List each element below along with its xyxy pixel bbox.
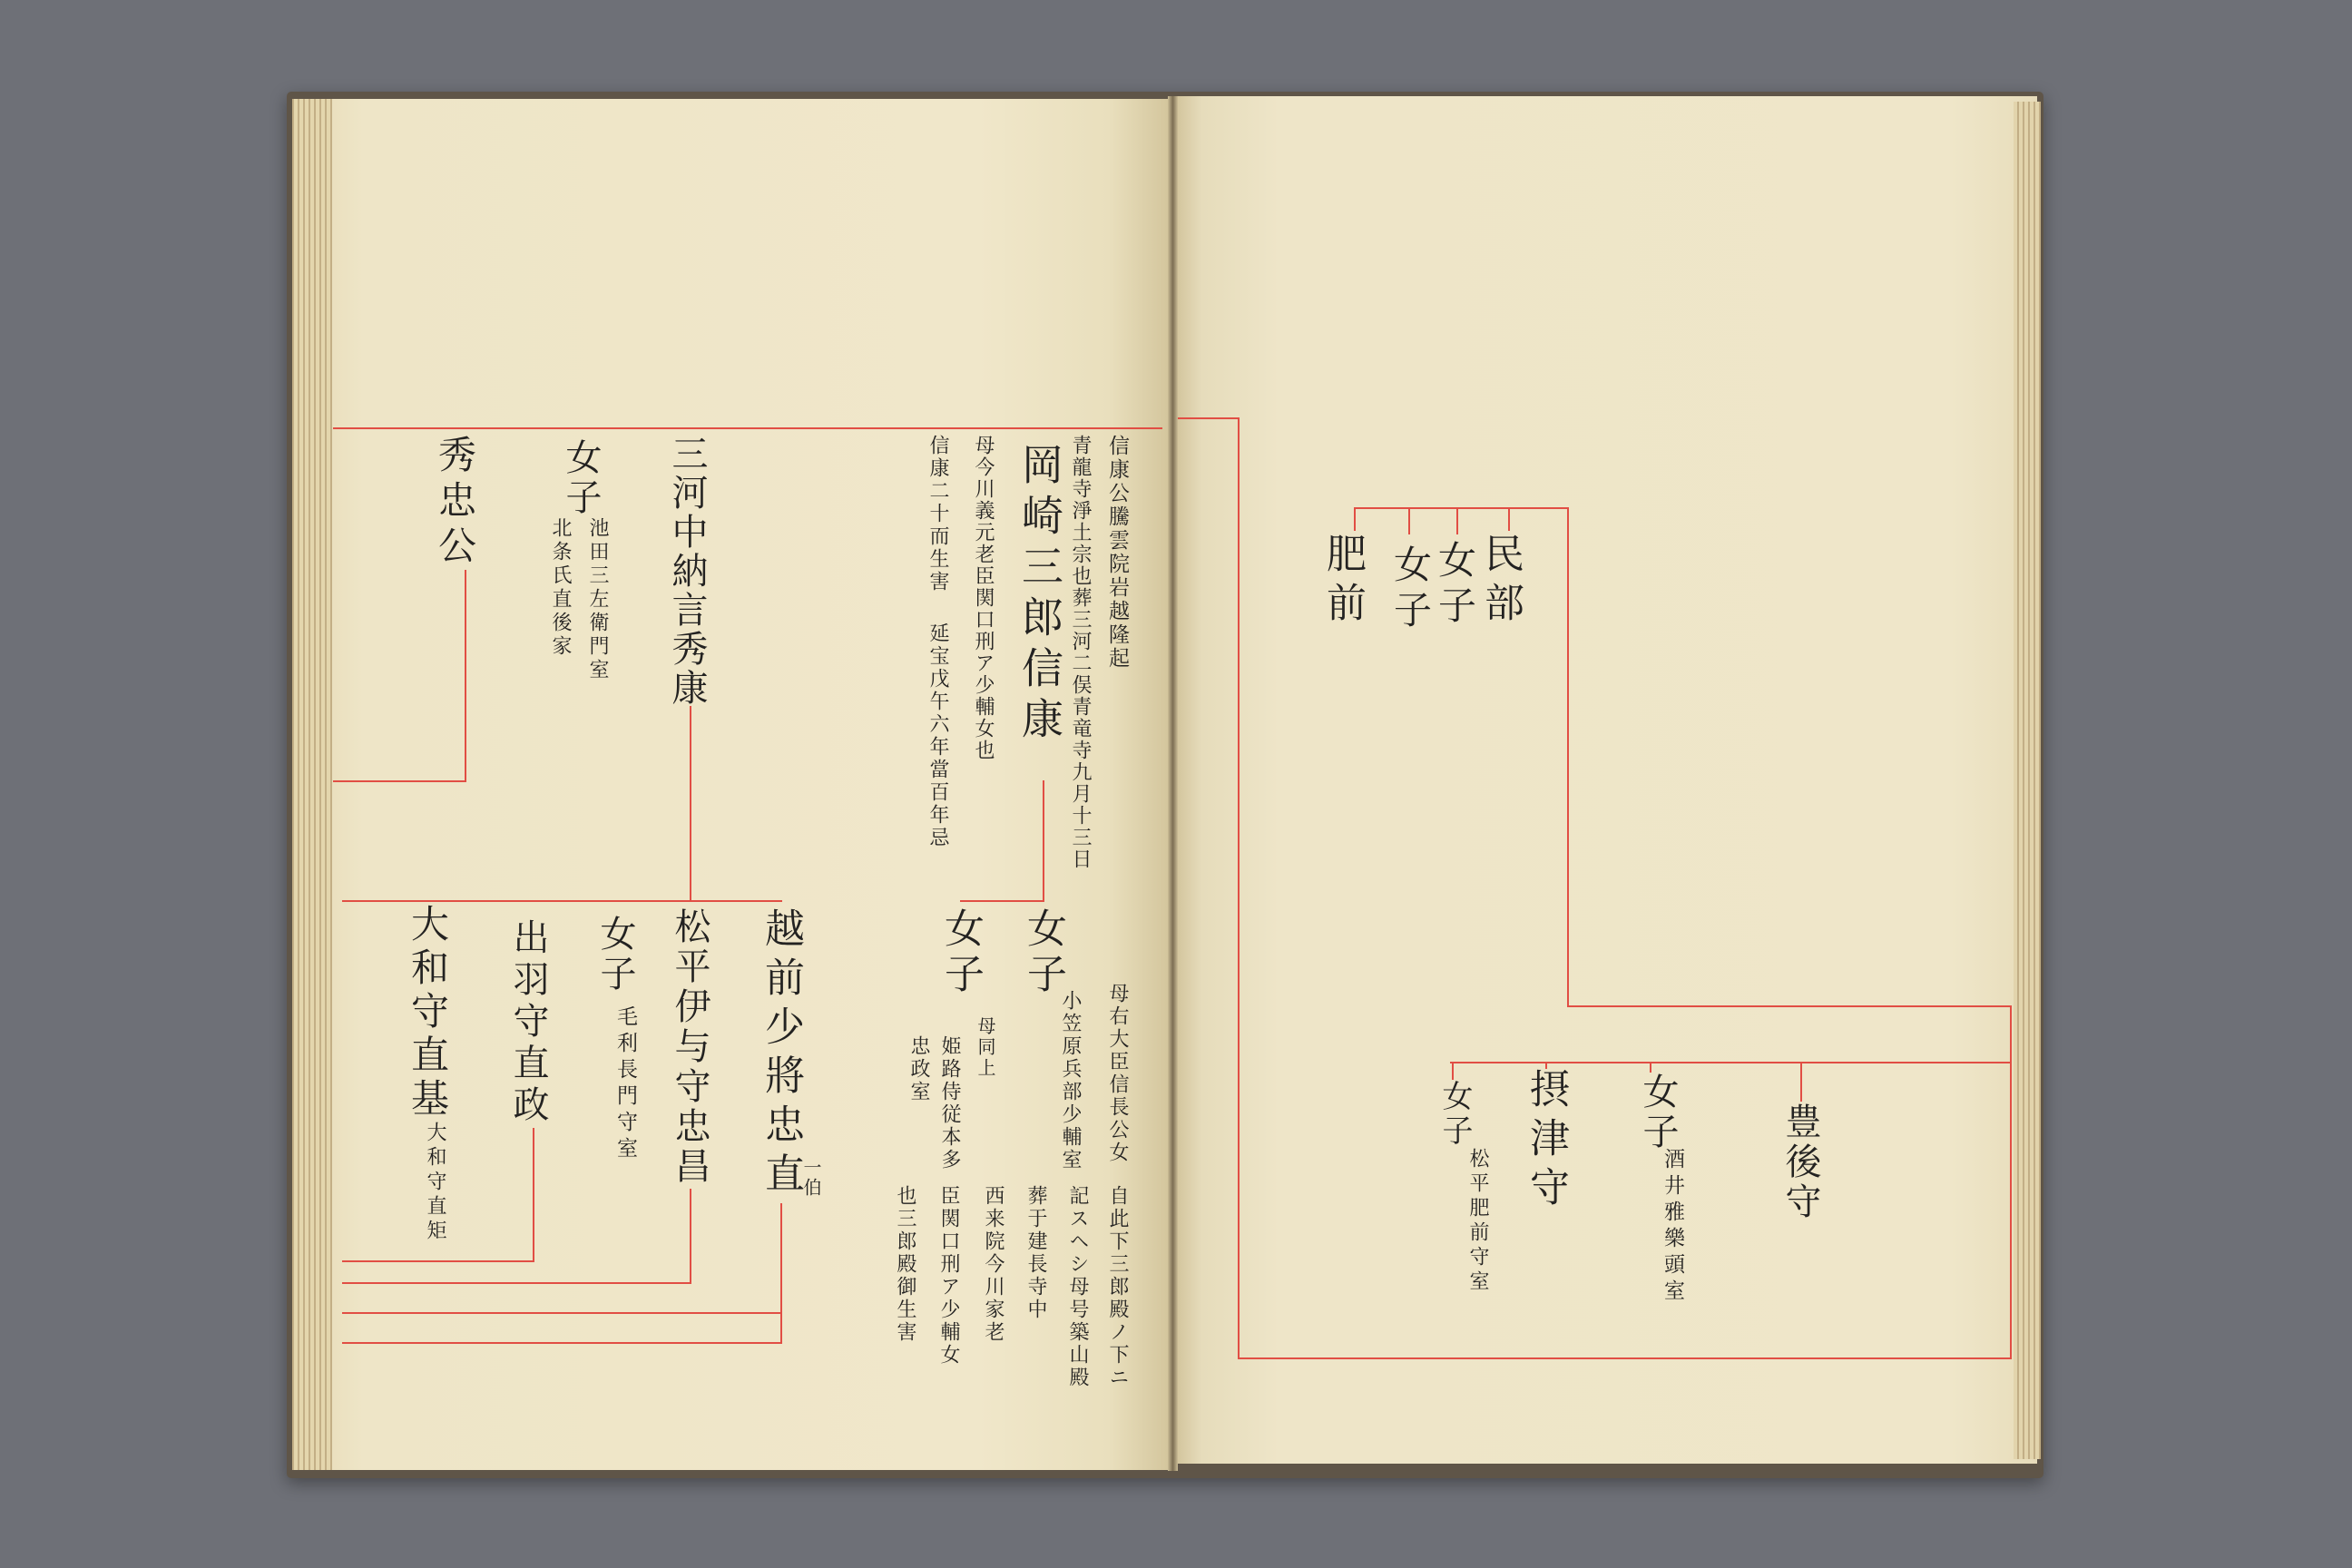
burial-note-line: 葬于建長寺中 <box>1024 1185 1047 1321</box>
nobuyasu-mother-note: 母今川義元老臣関口刑ア少輔女也 <box>972 435 995 761</box>
lineage-line <box>780 1203 782 1344</box>
right-daughter-2-note: 松平肥前守室 <box>1466 1148 1489 1295</box>
daughter-note: 北条氏直後家 <box>549 517 572 659</box>
left-page-edges <box>292 99 332 1470</box>
lineage-line <box>333 427 1162 429</box>
lineage-line <box>465 570 466 780</box>
lineage-line <box>1043 780 1044 902</box>
tadanao-note: 一伯 <box>800 1158 822 1198</box>
right-daughter-1-note: 酒井雅樂頭室 <box>1661 1148 1684 1306</box>
hideyasu-daughter-name: 女子 <box>594 915 636 995</box>
right-page-edges <box>2014 102 2041 1459</box>
lineage-line <box>1456 507 1458 534</box>
burial-note-line: 臣関口刑ア少輔女 <box>937 1185 960 1367</box>
lineage-line <box>1238 1357 2012 1359</box>
right-daughter-1-name: 女子 <box>1637 1073 1679 1152</box>
lineage-line <box>1800 1062 1802 1102</box>
lineage-line <box>342 1342 782 1344</box>
nobuyasu-death-note: 信康二十而生害 <box>926 435 949 593</box>
child-name-hizen: 肥前 <box>1319 533 1366 631</box>
lineage-line <box>2010 1005 2012 1359</box>
hideyasu-daughter-note: 毛利長門守室 <box>613 1005 637 1163</box>
nobuyasu-temple-note: 青龍寺淨土宗也葬三河二俣青竜寺九月十三日 <box>1069 435 1092 870</box>
lineage-line <box>1567 1005 2012 1007</box>
nobuyasu-daughter-1-note: 小笠原兵部少輔室 <box>1059 990 1082 1171</box>
daughter-note: 池田三左衛門室 <box>586 517 609 682</box>
lineage-line <box>960 900 1044 902</box>
tadanao-name: 越前少將忠直 <box>758 907 804 1201</box>
naomoto-name: 大和守直基 <box>406 904 450 1122</box>
lineage-line <box>690 1189 691 1282</box>
burial-note-line: 也三郎殿御生害 <box>894 1185 916 1344</box>
right-page <box>1176 96 2037 1464</box>
nobuyasu-daughter-1-note: 母右大臣信長公女 <box>1106 983 1129 1164</box>
tadamasa-name: 松平伊与守忠昌 <box>669 907 710 1187</box>
burial-note-line: 記スヘシ母号築山殿 <box>1066 1185 1089 1389</box>
lineage-line <box>1650 1062 1651 1073</box>
lineage-line <box>342 900 782 902</box>
lineage-line <box>342 1282 691 1284</box>
nobuyasu-memorial-note: 延宝戊午六年當百年忌 <box>926 622 949 849</box>
lineage-line <box>1567 507 1569 1007</box>
lineage-line <box>1354 507 1569 509</box>
nobuyasu-daughter-2-note: 忠政室 <box>907 1035 930 1103</box>
burial-note-line: 西来院今川家老 <box>982 1185 1004 1344</box>
lineage-line <box>1238 417 1240 1359</box>
lineage-line <box>333 780 466 782</box>
lineage-line <box>1354 507 1356 531</box>
hidetada-name: 秀忠公 <box>433 435 477 571</box>
hideyasu-name: 三河中納言秀康 <box>666 435 708 708</box>
lineage-line <box>533 1128 534 1260</box>
lineage-line <box>1408 507 1410 534</box>
nobuyasu-daughter-2-name: 女子 <box>937 907 984 998</box>
nobuyasu-posthumous-name: 信康公騰雲院岩越隆起 <box>1105 435 1129 671</box>
lineage-line <box>1178 417 1240 419</box>
book-gutter <box>1168 96 1178 1471</box>
child-name-daughter: 女子 <box>1388 544 1433 635</box>
child-name-daughter: 女子 <box>1433 540 1477 631</box>
naomasa-name: 出羽守直政 <box>507 918 549 1127</box>
lineage-line <box>1450 1062 2012 1063</box>
naomoto-note: 大和守直矩 <box>424 1122 446 1244</box>
lineage-line <box>1452 1062 1454 1080</box>
nobuyasu-daughter-2-note: 姫路侍従本多 <box>938 1035 961 1171</box>
burial-note-line: 自此下三郎殿ノ下ニ <box>1106 1185 1129 1389</box>
nobuyasu-daughter-1-name: 女子 <box>1020 907 1066 998</box>
lineage-line <box>1508 507 1510 531</box>
nobuyasu-daughter-2-note: 母同上 <box>975 1016 996 1079</box>
daughter-name: 女子 <box>560 438 602 518</box>
lineage-line <box>342 1312 782 1314</box>
nobuyasu-name: 岡崎三郎信康 <box>1015 443 1064 748</box>
lineage-line <box>690 706 691 900</box>
child-name-minbu: 民部 <box>1477 533 1524 631</box>
lineage-line <box>342 1260 534 1262</box>
settsu-name: 摂津守 <box>1523 1068 1569 1215</box>
right-daughter-2-name: 女子 <box>1436 1080 1473 1149</box>
bungo-name: 豊後守 <box>1779 1102 1821 1222</box>
